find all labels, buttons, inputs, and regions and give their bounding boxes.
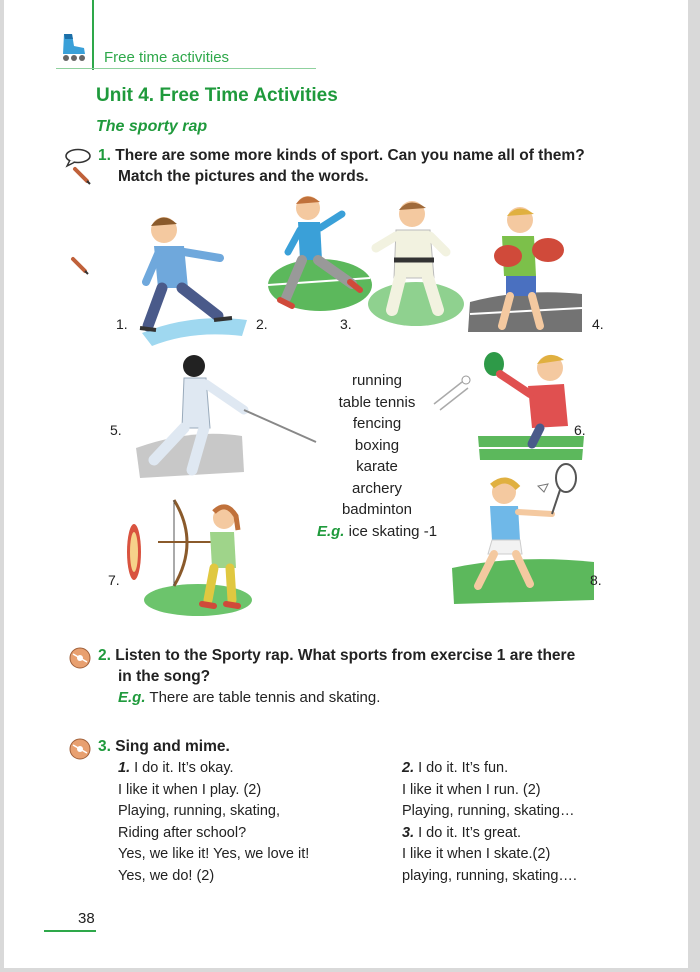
exercise-3-instructions xyxy=(98,736,230,757)
word-archery: archery xyxy=(351,479,403,497)
pencil-icon xyxy=(72,166,92,186)
word-boxing: boxing xyxy=(354,436,400,454)
header-vertical-line xyxy=(92,0,94,70)
speech-bubble-icon xyxy=(64,148,94,168)
exercise-1-number: 1. xyxy=(98,147,111,164)
header-underline xyxy=(56,68,316,69)
song-right-line: Playing, running, skating… xyxy=(402,803,575,819)
cd-audio-icon xyxy=(68,646,92,670)
song-left-first-line xyxy=(118,758,388,780)
example-text: ice skating -1 xyxy=(348,522,438,540)
picture-number-6: 6. xyxy=(574,422,586,438)
exercise-2-number: 2. xyxy=(98,647,111,664)
picture-number-7: 7. xyxy=(108,572,120,588)
section-header: Free time activities xyxy=(104,49,230,66)
song-right-line: playing, running, skating…. xyxy=(402,867,577,884)
song-right-line: I like it when I skate.(2) xyxy=(402,846,551,862)
badminton-illustration xyxy=(448,458,598,604)
song-left-line: Playing, running, skating, xyxy=(118,803,281,819)
song-left-line: Yes, we do! (2) xyxy=(118,867,215,884)
example-label: E.g. xyxy=(316,522,345,540)
song-right-line: I like it when I run. (2) xyxy=(402,781,541,798)
picture-number-4: 4. xyxy=(592,316,604,332)
verse-1-number: 1. xyxy=(118,760,131,776)
picture-number-2: 2. xyxy=(256,316,268,332)
song-left-line: Yes, we like it! Yes, we love it! xyxy=(118,846,310,862)
pencil-icon-2 xyxy=(70,256,90,276)
song-left-column xyxy=(118,758,388,887)
boxing-illustration xyxy=(464,202,584,338)
footer-underline xyxy=(44,930,96,932)
picture-number-8: 8. xyxy=(590,572,602,588)
word-table-tennis: table tennis xyxy=(338,393,416,411)
word-badminton: badminton xyxy=(341,501,413,518)
lesson-subtitle: The sporty rap xyxy=(96,118,208,135)
picture-number-5: 5. xyxy=(110,422,122,438)
song-right-first-line xyxy=(402,758,672,780)
song-right-verse3-line xyxy=(402,823,672,845)
exercise-1-instructions xyxy=(98,145,658,187)
ice-skating-illustration xyxy=(132,208,252,348)
song-right-column xyxy=(402,758,672,887)
exercise-2-example-label: E.g. xyxy=(118,689,146,706)
page-number: 38 xyxy=(78,910,95,927)
exercise-2-line2: in the song? xyxy=(118,668,211,685)
exercise-2-line1: Listen to the Sporty rap. What sports from exercise 1 are there xyxy=(115,647,576,664)
cd-audio-icon-2 xyxy=(68,737,92,761)
textbook-page xyxy=(4,0,688,968)
exercise-3-number: 3. xyxy=(98,738,111,755)
exercise-1-line1: There are some more kinds of sport. Can you name all of them? xyxy=(115,147,585,164)
archery-illustration xyxy=(122,494,252,618)
running-illustration xyxy=(262,190,372,330)
verse-3-number: 3. xyxy=(402,824,415,841)
song-left-line: Riding after school? xyxy=(118,824,247,841)
verse-1-first: I do it. It’s okay. xyxy=(134,760,234,776)
exercise-2-example-text: There are table tennis and skating. xyxy=(149,689,381,706)
word-karate: karate xyxy=(356,458,398,475)
word-fencing: fencing xyxy=(352,415,402,432)
karate-illustration xyxy=(366,198,466,330)
word-running: running xyxy=(351,372,403,389)
word-example xyxy=(292,521,462,543)
verse-3-first: I do it. It’s great. xyxy=(418,824,522,841)
verse-2-number: 2. xyxy=(402,760,415,776)
exercise-2-example xyxy=(118,687,380,709)
song-left-line: I like it when I play. (2) xyxy=(118,781,262,798)
exercise-1-line2: Match the pictures and the words. xyxy=(118,168,369,185)
word-list xyxy=(292,370,462,542)
unit-title: Unit 4. Free Time Activities xyxy=(96,85,338,106)
roller-skate-icon xyxy=(58,30,90,62)
picture-number-1: 1. xyxy=(116,316,128,332)
exercise-2-instructions xyxy=(98,645,658,687)
verse-2-first: I do it. It’s fun. xyxy=(418,760,509,776)
exercise-3-title: Sing and mime. xyxy=(115,738,230,755)
picture-number-3: 3. xyxy=(340,316,352,332)
